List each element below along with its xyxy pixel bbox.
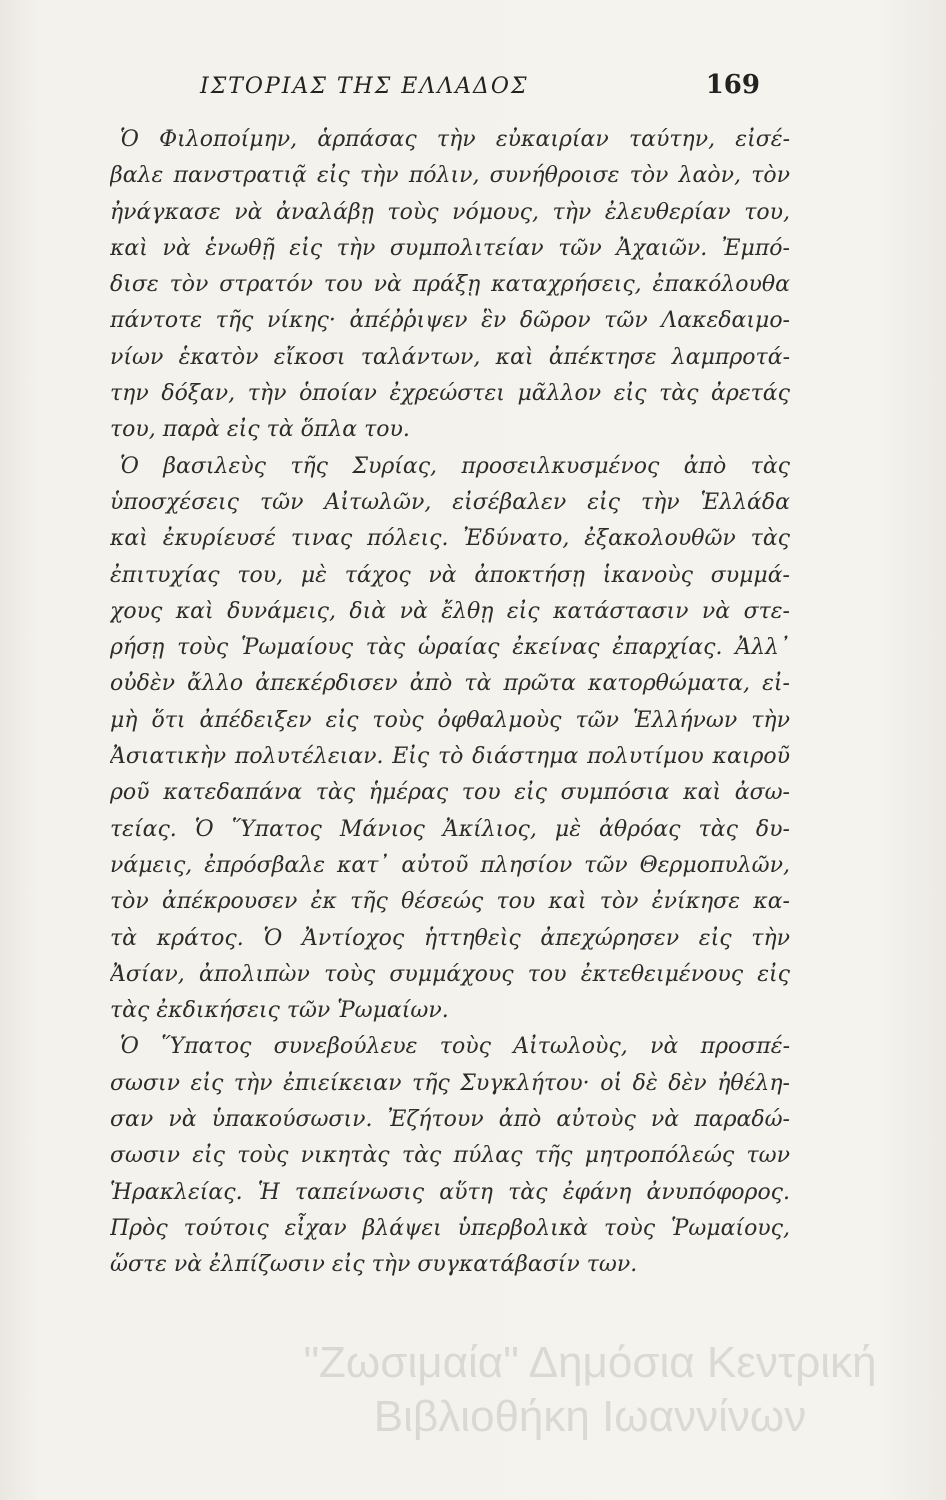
text-line: οὐδὲν ἄλλο ἀπεκέρδισεν ἀπὸ τὰ πρῶτα κατορθώματα, εἰ- [110,671,790,697]
text-line: τὰς ἐκδικήσεις τῶν Ῥωμαίων. [110,998,449,1024]
text-line: τείας. Ὁ Ὕπατος Μάνιος Ἀκίλιος, μὲ ἀθρόας τὰς δυ- [110,816,790,842]
text-line: νάμεις, ἐπρόσβαλε κατ᾽ αὐτοῦ πλησίον τῶν Θερμοπυλῶν, [110,852,790,878]
text-line: Ἀσιατικὴν πολυτέλειαν. Εἰς τὸ διάστημα πολυτίμου καιροῦ [110,744,790,770]
running-title: ΙΣΤΟΡΙΑΣ ΤΗΣ ΕΛΛΑΔΟΣ [200,74,529,99]
text-line: Ἀσίαν, ἀπολιπὼν τοὺς συμμάχους του ἐκτεθειμένους εἰς [110,961,790,987]
text-line: πάντοτε τῆς νίκης· ἀπέῤῥιψεν ἓν δῶρον τῶν Λακεδαιμο- [110,308,790,334]
text-line: μὴ ὅτι ἀπέδειξεν εἰς τοὺς ὀφθαλμοὺς τῶν Ἑλλήνων τὴν [110,707,790,733]
watermark-line-2: Βιβλιοθήκη Ιωαννίνων [373,1392,807,1441]
text-line: ροῦ κατεδαπάνα τὰς ἡμέρας του εἰς συμπόσια καὶ ἀσω- [110,780,790,806]
text-line: τὸν ἀπέκρουσεν ἐκ τῆς θέσεώς του καὶ τὸν ἐνίκησε κα- [110,889,790,915]
text-line: τὰ κράτος. Ὁ Ἀντίοχος ἡττηθεὶς ἀπεχώρησεν εἰς τὴν [110,925,790,951]
text-line: ρήσῃ τοὺς Ῥωμαίους τὰς ὡραίας ἐκείνας ἐπαρχίας. Ἀλλ᾽ [110,635,790,661]
body-text [110,122,790,1284]
text-line: του, παρὰ εἰς τὰ ὅπλα του. [110,417,410,443]
text-line: καὶ νὰ ἑνωθῇ εἰς τὴν συμπολιτείαν τῶν Ἀχαιῶν. Ἐμπό- [110,235,790,261]
text-line: ὑποσχέσεις τῶν Αἰτωλῶν, εἰσέβαλεν εἰς τὴν Ἑλλάδα [110,489,790,515]
text-line: Ὁ βασιλεὺς τῆς Συρίας, προσειλκυσμένος ἀπὸ τὰς [120,453,790,479]
page-header [200,70,760,100]
text-line: την δόξαν, τὴν ὁποίαν ἐχρεώστει μᾶλλον εἰς τὰς ἀρετάς [110,381,790,407]
watermark-line-1: "Ζωσιμαία" Δημόσια Κεντρική [303,1338,877,1387]
text-line: Ἡρακλείας. Ἡ ταπείνωσις αὕτη τὰς ἐφάνη ἀνυπόφορος. [110,1179,790,1205]
text-line: Ὁ Φιλοποίμην, ἁρπάσας τὴν εὐκαιρίαν ταύτην, εἰσέ- [120,127,790,152]
text-line: σαν νὰ ὑπακούσωσιν. Ἐζήτουν ἀπὸ αὐτοὺς νὰ παραδώ- [110,1107,790,1133]
text-line: σωσιν εἰς τὴν ἐπιείκειαν τῆς Συγκλήτου· οἱ δὲ δὲν ἠθέλη- [110,1070,790,1096]
text-line: ἠνάγκασε νὰ ἀναλάβῃ τοὺς νόμους, τὴν ἐλευθερίαν του, [110,199,790,225]
page-number: 169 [705,70,760,100]
text-line: σωσιν εἰς τοὺς νικητὰς τὰς πύλας τῆς μητροπόλεώς των [110,1143,790,1169]
text-line: νίων ἑκατὸν εἴκοσι ταλάντων, καὶ ἀπέκτησε λαμπροτά- [110,344,790,370]
text-line: ἐπιτυχίας του, μὲ τάχος νὰ ἀποκτήσῃ ἱκανοὺς συμμά- [110,562,790,588]
text-line: Ὁ Ὕπατος συνεβούλευε τοὺς Αἰτωλοὺς, νὰ προσπέ- [120,1034,790,1060]
text-line: Πρὸς τούτοις εἶχαν βλάψει ὑπερβολικὰ τοὺς Ῥωμαίους, [110,1215,790,1241]
text-line: δισε τὸν στρατόν του νὰ πράξῃ καταχρήσεις, ἐπακόλουθα [110,272,790,298]
text-line: χους καὶ δυνάμεις, διὰ νὰ ἔλθῃ εἰς κατάστασιν νὰ στε- [110,598,790,624]
text-line: ὥστε νὰ ἐλπίζωσιν εἰς τὴν συγκατάβασίν των. [110,1252,638,1278]
text-line: βαλε πανστρατιᾷ εἰς τὴν πόλιν, συνήθροισε τὸν λαὸν, τὸν [110,163,790,189]
text-line: καὶ ἐκυρίευσέ τινας πόλεις. Ἐδύνατο, ἐξακολουθῶν τὰς [110,526,790,552]
